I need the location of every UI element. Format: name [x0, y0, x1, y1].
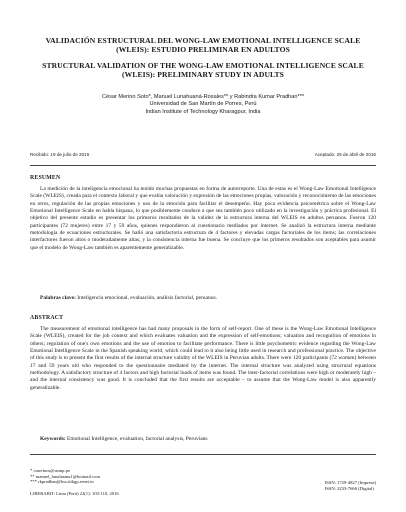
resumen-keywords-label: Palabras clave: [40, 295, 76, 301]
abstract-keywords-label: Keywords: [40, 436, 66, 442]
abstract-keywords [30, 436, 376, 443]
divider-top [30, 165, 376, 166]
resumen-text: La medición de la inteligencia emocional ha tenido muchas propuestas en forma de autorreporte. Una de estas es el Wong-Law Emotional Intelligence Scale (WLEIS), creada para el contexto laboral y que evalúa valoración y expresión de las emociones propias, valoración y reconocimiento de las emociones en otros, regulación de las propias emociones y uso de la emoción para facilitar el desempeño. Hay poca evidencia psicométrica sobre el Wong-Law Emotional Intelligence Scale en habla hispana, lo que posiblemente conduce a que sea también poco utilizado en la investigación y práctica profesional. El objetivo del presente estudio es presentar los primeros resultados de la validez de la estructura interna del WLEIS en adultos peruanos. Fueron 120 participantes (72 mujeres) entre 17 y 59 años, quienes respondieron al cuestionario mediados por internet. Se analizó la estructura interna mediante metodología de ecuaciones estructurales. Se halló una satisfactoria estructura de 4 factores y elevadas cargas factoriales de los ítems; las correlaciones interfactores fueron altos o moderadamente altas; y la consistencia interna fue buena. Se concluye que los primeros resultados son aceptables para asumir que el modelo de Wong-Law también es aparentemente generalizable. [30, 186, 376, 251]
abstract-text: The measurement of emotional intelligence has had many proposals in the form of self-report. One of these is the Wong-Law Emotional Intelligence Scale (WLEIS), created for the job context and which evaluates valuation and the expression of self-emotions; valuation and recognition of emotions in others; regulation of one's own emotions and the use of emotion to facilitate performance. There is little psychometric evidence regarding the Wong-Law Emotional Intelligence Scale in the Spanish speaking world, which could lead to it also being little used in research and professional practice. The objective of this study is to present the first results of the internal structure validity of the WLEIS in Peruvian adults. There were 120 participants (72 women) between 17 and 59 years old who responded to the questionnaire mediated by the internet. The internal structure was analyzed using structural equations methodology. A satisfactory structure of 4 factors and high factorial loads of items was found. The inter-factorial correlations were high or moderately high – and the internal consistency was good. It is concluded that the first results are acceptable – to assume that the Wong-Law model is also apparently generalizable. [30, 326, 376, 391]
author-block [30, 94, 376, 116]
footnote-email-1: * cmerinos@usmp.pe [30, 468, 70, 473]
accepted-date: Aceptado: 25 de abril de 2016 [314, 152, 376, 157]
affiliation-1: Universidad de San Martín de Porres, Perú [149, 101, 257, 108]
author-names: César Merino Soto*, Manuel Lunahuaná-Rosales** y Rabindra Kumar Pradhan*** [101, 94, 305, 100]
title-english: STRUCTURAL VALIDATION OF THE WONG-LAW EMOTIONAL INTELLIGENCE SCALE (WLEIS): PRELIMINARY STUDY IN ADULTS [42, 61, 364, 80]
divider-bottom [30, 454, 376, 455]
abstract-keywords-list: Emotional Intelligence, evaluation, factorial analysis, Peruvians [67, 436, 208, 442]
date-line [30, 152, 376, 157]
resumen-keywords [30, 295, 376, 302]
issn-print: ISSN: 1729-4827 (Impresa) [324, 480, 376, 485]
received-date: Recibido: 19 de julio de 2015 [30, 152, 90, 157]
affiliation-2: Indian Institute of Technology Kharagpur, India [145, 108, 261, 115]
resumen-heading: RESUMEN [30, 175, 61, 181]
title-spanish: VALIDACIÓN ESTRUCTURAL DEL WONG-LAW EMOTIONAL INTELLIGENCE SCALE (WLEIS): ESTUDIO PRELIMINAR EN ADULTOS [45, 36, 361, 55]
issn-block [325, 480, 376, 491]
issn-digital: ISSN: 2233-7666 (Digital) [324, 485, 374, 491]
resumen-keywords-list: Inteligencia emocional, evaluación, análisis factorial, peruanos. [77, 295, 218, 301]
abstract-heading: ABSTRACT [30, 315, 64, 321]
footnotes [30, 468, 100, 485]
journal-citation: LIBERABIT: Lima (Perú) 22(1): 103-110, 2016 [30, 491, 119, 496]
footnote-email-3: *** rkpradhan@hss.iitkgp.ernet.in [30, 479, 94, 485]
footnote-email-2: ** manuel_lunahuana1@hotmail.com [30, 473, 101, 479]
